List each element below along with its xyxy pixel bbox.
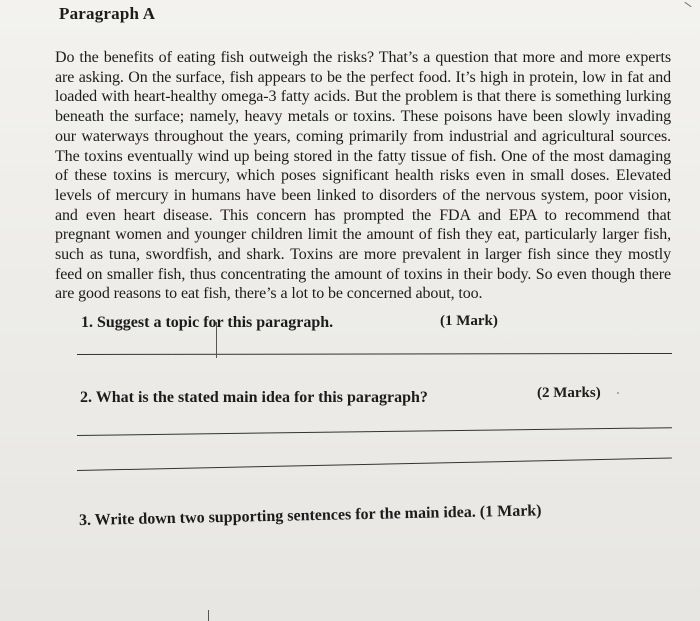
question-1-marks: (1 Mark) [440, 313, 498, 329]
question-2-answer-line-2[interactable] [77, 458, 672, 471]
stray-dot [617, 392, 619, 394]
corner-mark [684, 2, 691, 7]
pen-mark-bottom [208, 610, 209, 621]
reading-paragraph: Do the benefits of eating fish outweigh the risks? That’s a question that more and more experts are asking. On the surface, fish appears to be the perfect food. It’s high in protein, low in fat and loaded with heart-healthy omega-3 fatty acids. But the problem is that there is something lurking beneath the surface; namely, heavy metals or toxins. These poisons have been slowly invading our waterways throughout the years, coming primarily from industrial and agricultural sources. The toxins eventually wind up being stored in the fatty tissue of fish. One of the most damaging of these toxins is mercury, which poses significant health risks even in small doses. Elevated levels of mercury in humans have been linked to disorders of the nervous system, poor vision, and even heart disease. This concern has prompted the FDA and EPA to recommend that pregnant women and younger children limit the amount of fish they eat, particularly larger fish, such as tuna, swordfish, and shark. Toxins are more prevalent in larger fish since they mostly feed on smaller fish, thus concentrating the amount of toxins in their body. So even though there are good reasons to eat fish, there’s a lot to be concerned about, too. [55, 49, 671, 303]
pen-mark [216, 322, 217, 358]
question-1-answer-line[interactable] [77, 353, 672, 355]
question-2-marks: (2 Marks) [537, 385, 601, 401]
question-2-answer-line-1[interactable] [77, 427, 672, 436]
paragraph-heading: Paragraph A [59, 4, 156, 23]
question-1: 1. Suggest a topic for this paragraph. [81, 314, 334, 331]
question-2: 2. What is the stated main idea for this paragraph? [80, 389, 428, 406]
question-3: 3. Write down two supporting sentences for the main idea. (1 Mark) [78, 502, 542, 529]
